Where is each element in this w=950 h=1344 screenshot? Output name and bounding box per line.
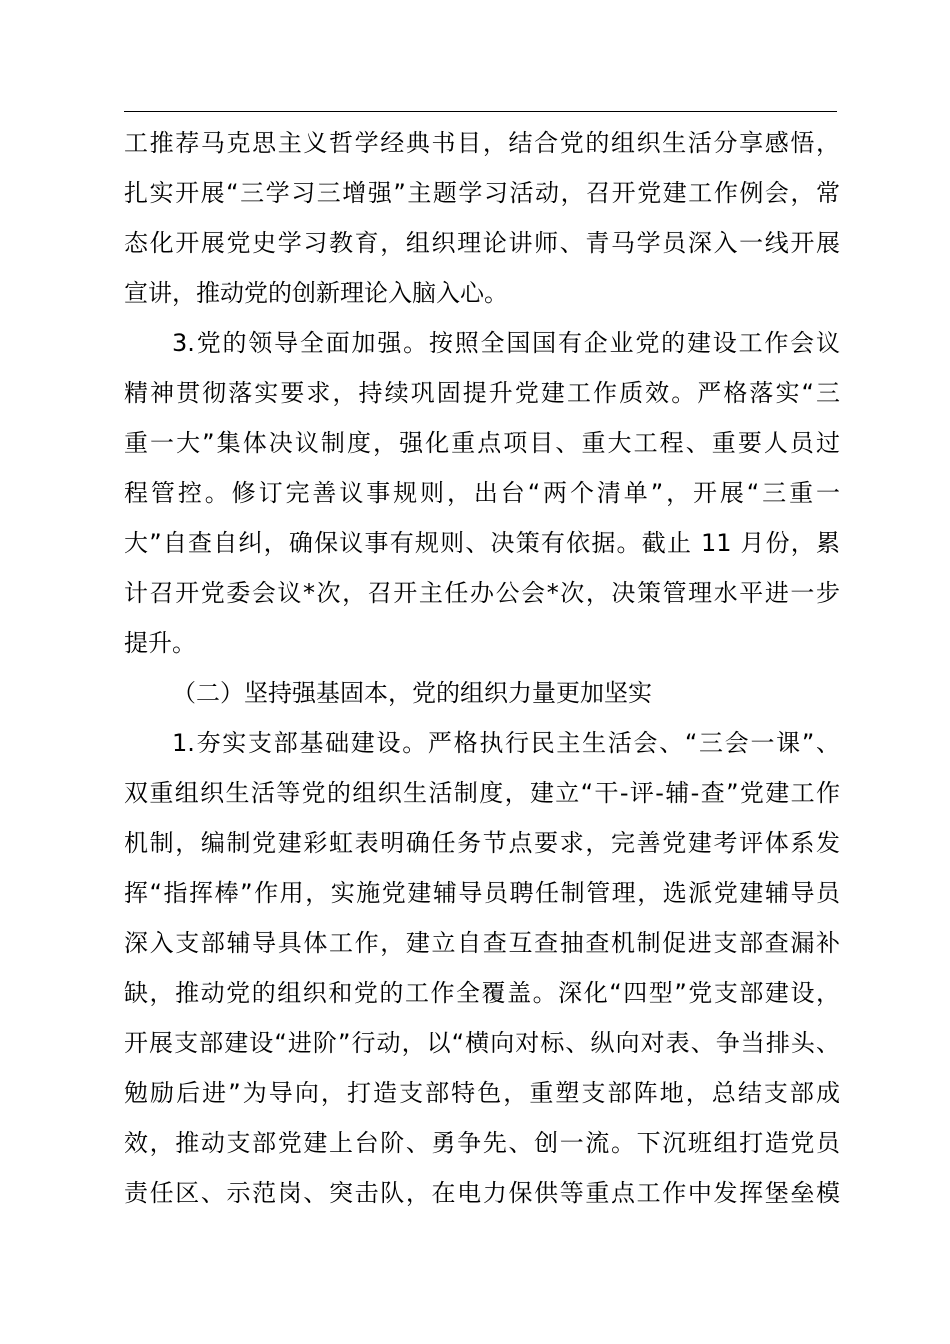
text-line: 勉励后进”为导向，打造支部特色，重塑支部阵地，总结支部成: [124, 1079, 840, 1107]
text-line: 效，推动支部党建上台阶、勇争先、创一流。下沉班组打造党员: [124, 1129, 840, 1157]
text-line: 程管控。修订完善议事规则，出台“两个清单”，开展“三重一: [124, 479, 840, 507]
text-line: 宣讲，推动党的创新理论入脑入心。: [124, 279, 508, 307]
section-heading: （二）坚持强基固本，党的组织力量更加坚实: [172, 679, 652, 707]
text-line: 态化开展党史学习教育，组织理论讲师、青马学员深入一线开展: [124, 229, 840, 257]
text-line: 开展支部建设“进阶”行动，以“横向对标、纵向对表、争当排头、: [124, 1029, 840, 1057]
text-line: 工推荐马克思主义哲学经典书目，结合党的组织生活分享感悟，: [124, 129, 840, 157]
document-body: [124, 118, 840, 1218]
text-line: 双重组织生活等党的组织生活制度，建立“干-评-辅-查”党建工作: [124, 779, 840, 807]
paragraph-heading-line: 1.夯实支部基础建设。严格执行民主生活会、“三会一课”、: [172, 729, 840, 757]
text-line: 机制，编制党建彩虹表明确任务节点要求，完善党建考评体系发: [124, 829, 840, 857]
paragraph-heading-line: 3.党的领导全面加强。按照全国国有企业党的建设工作会议: [172, 329, 840, 357]
text-line: 提升。: [124, 629, 196, 657]
text-line: 计召开党委会议*次，召开主任办公会*次，决策管理水平进一步: [124, 579, 840, 607]
text-line: 扎实开展“三学习三增强”主题学习活动，召开党建工作例会，常: [124, 179, 840, 207]
text-line: 大”自查自纠，确保议事有规则、决策有依据。截止 11 月份，累: [124, 529, 840, 557]
text-line: 深入支部辅导具体工作，建立自查互查抽查机制促进支部查漏补: [124, 929, 840, 957]
header-rule: [124, 111, 837, 112]
text-line: 重一大”集体决议制度，强化重点项目、重大工程、重要人员过: [124, 429, 840, 457]
text-line: 缺，推动党的组织和党的工作全覆盖。深化“四型”党支部建设，: [124, 979, 840, 1007]
text-line: 责任区、示范岗、突击队，在电力保供等重点工作中发挥堡垒模: [124, 1179, 840, 1207]
text-line: 精神贯彻落实要求，持续巩固提升党建工作质效。严格落实“三: [124, 379, 840, 407]
text-line: 挥“指挥棒”作用，实施党建辅导员聘任制管理，选派党建辅导员: [124, 879, 840, 907]
